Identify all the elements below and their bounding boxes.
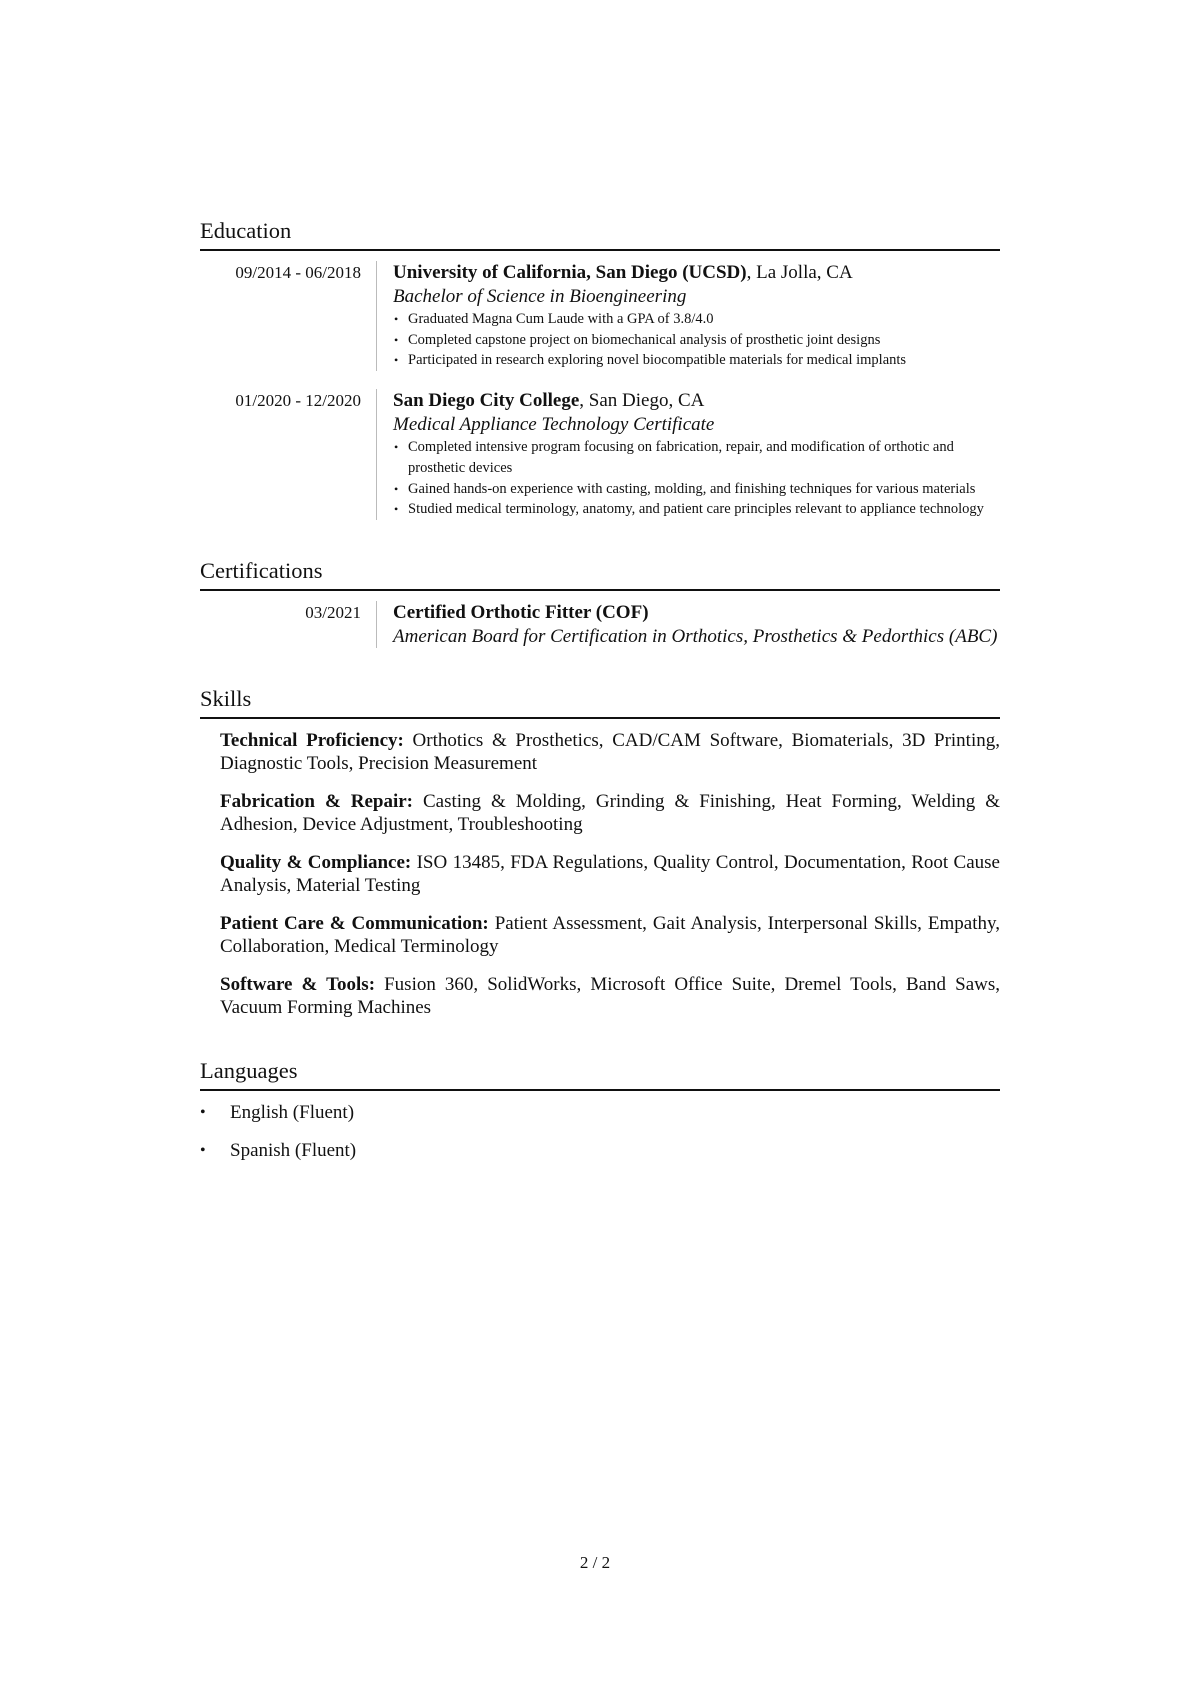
list-item: • Gained hands-on experience with casting, molding, and finishing techniques for various materials (393, 479, 1000, 500)
languages-list (200, 1101, 1000, 1163)
institution-location: , La Jolla, CA (746, 262, 853, 283)
resume-page (200, 218, 1000, 1201)
skill-label: Fabrication & Repair: (220, 790, 413, 812)
list-item: • Completed intensive program focusing on fabrication, repair, and modification of orthotic and prosthetic devices (393, 437, 1000, 478)
degree-name: Bachelor of Science in Bioengineering (393, 286, 687, 307)
institution-name: San Diego City College (393, 390, 580, 412)
bullet-list (393, 437, 1000, 520)
institution-name: University of California, San Diego (UCSD) (393, 262, 747, 283)
skill-label: Patient Care & Communication: (220, 912, 489, 934)
bullet-list (393, 309, 1000, 371)
certification-entry (200, 601, 1000, 648)
skills-section (200, 686, 1000, 1020)
skill-label: Software & Tools: (220, 973, 376, 995)
section-title-skills: Skills (200, 686, 1000, 719)
skill-text: ISO 13485, FDA Regulations, Quality Control, Documentation, Root Cause Analysis, Material Testing (220, 851, 1000, 897)
entry-date: 09/2014 - 06/2018 (235, 263, 361, 282)
entry-body (376, 389, 1000, 520)
section-title-education: Education (200, 218, 1000, 251)
skill-row (220, 790, 1000, 837)
list-item: • Participated in research exploring novel biocompatible materials for medical implants (393, 350, 1000, 371)
certification-name: Certified Orthotic Fitter (COF) (393, 601, 649, 623)
entry-date: 01/2020 - 12/2020 (235, 391, 361, 411)
certification-issuer: American Board for Certification in Orthotics, Prosthetics & Pedorthics (ABC) (393, 625, 998, 647)
list-item: • Graduated Magna Cum Laude with a GPA of 3.8/4.0 (393, 309, 1000, 330)
institution-location: , San Diego, CA (579, 390, 705, 412)
skill-row (220, 851, 1000, 898)
skill-row (220, 729, 1000, 776)
entry-body (376, 261, 1000, 371)
skill-row (220, 912, 1000, 959)
education-entry (200, 389, 1000, 520)
entry-heading (393, 261, 1000, 285)
entry-body (376, 601, 1000, 648)
education-section (200, 218, 1000, 520)
skill-text: Casting & Molding, Grinding & Finishing, Heat Forming, Welding & Adhesion, Device Adjustment, Troubleshooting (220, 790, 1000, 836)
list-item: • Studied medical terminology, anatomy, and patient care principles relevant to appliance technology (393, 499, 1000, 520)
skill-row (220, 973, 1000, 1020)
entry-date: 03/2021 (305, 602, 361, 622)
entry-heading (393, 601, 1000, 625)
list-item: • English (Fluent) (200, 1101, 1000, 1125)
languages-section (200, 1058, 1000, 1163)
list-item: • Completed capstone project on biomechanical analysis of prosthetic joint designs (393, 330, 1000, 351)
education-entry (200, 261, 1000, 371)
list-item: • Spanish (Fluent) (200, 1139, 1000, 1163)
entry-heading (393, 389, 1000, 413)
page-number: 2 / 2 (579, 1553, 611, 1572)
degree-name: Medical Appliance Technology Certificate (393, 414, 715, 436)
skill-label: Technical Proficiency: (220, 729, 404, 751)
skill-text: Fusion 360, SolidWorks, Microsoft Office Suite, Dremel Tools, Band Saws, Vacuum Forming Machines (220, 973, 1000, 1019)
section-title-languages: Languages (200, 1058, 1000, 1091)
section-title-certifications: Certifications (200, 558, 1000, 591)
skills-list (200, 729, 1000, 1020)
skill-label: Quality & Compliance: (220, 851, 412, 873)
certifications-section (200, 558, 1000, 648)
skill-text: Patient Assessment, Gait Analysis, Interpersonal Skills, Empathy, Collaboration, Medical Terminology (220, 912, 1000, 958)
skill-text: Orthotics & Prosthetics, CAD/CAM Software, Biomaterials, 3D Printing, Diagnostic Tools, Precision Measurement (220, 729, 1000, 775)
